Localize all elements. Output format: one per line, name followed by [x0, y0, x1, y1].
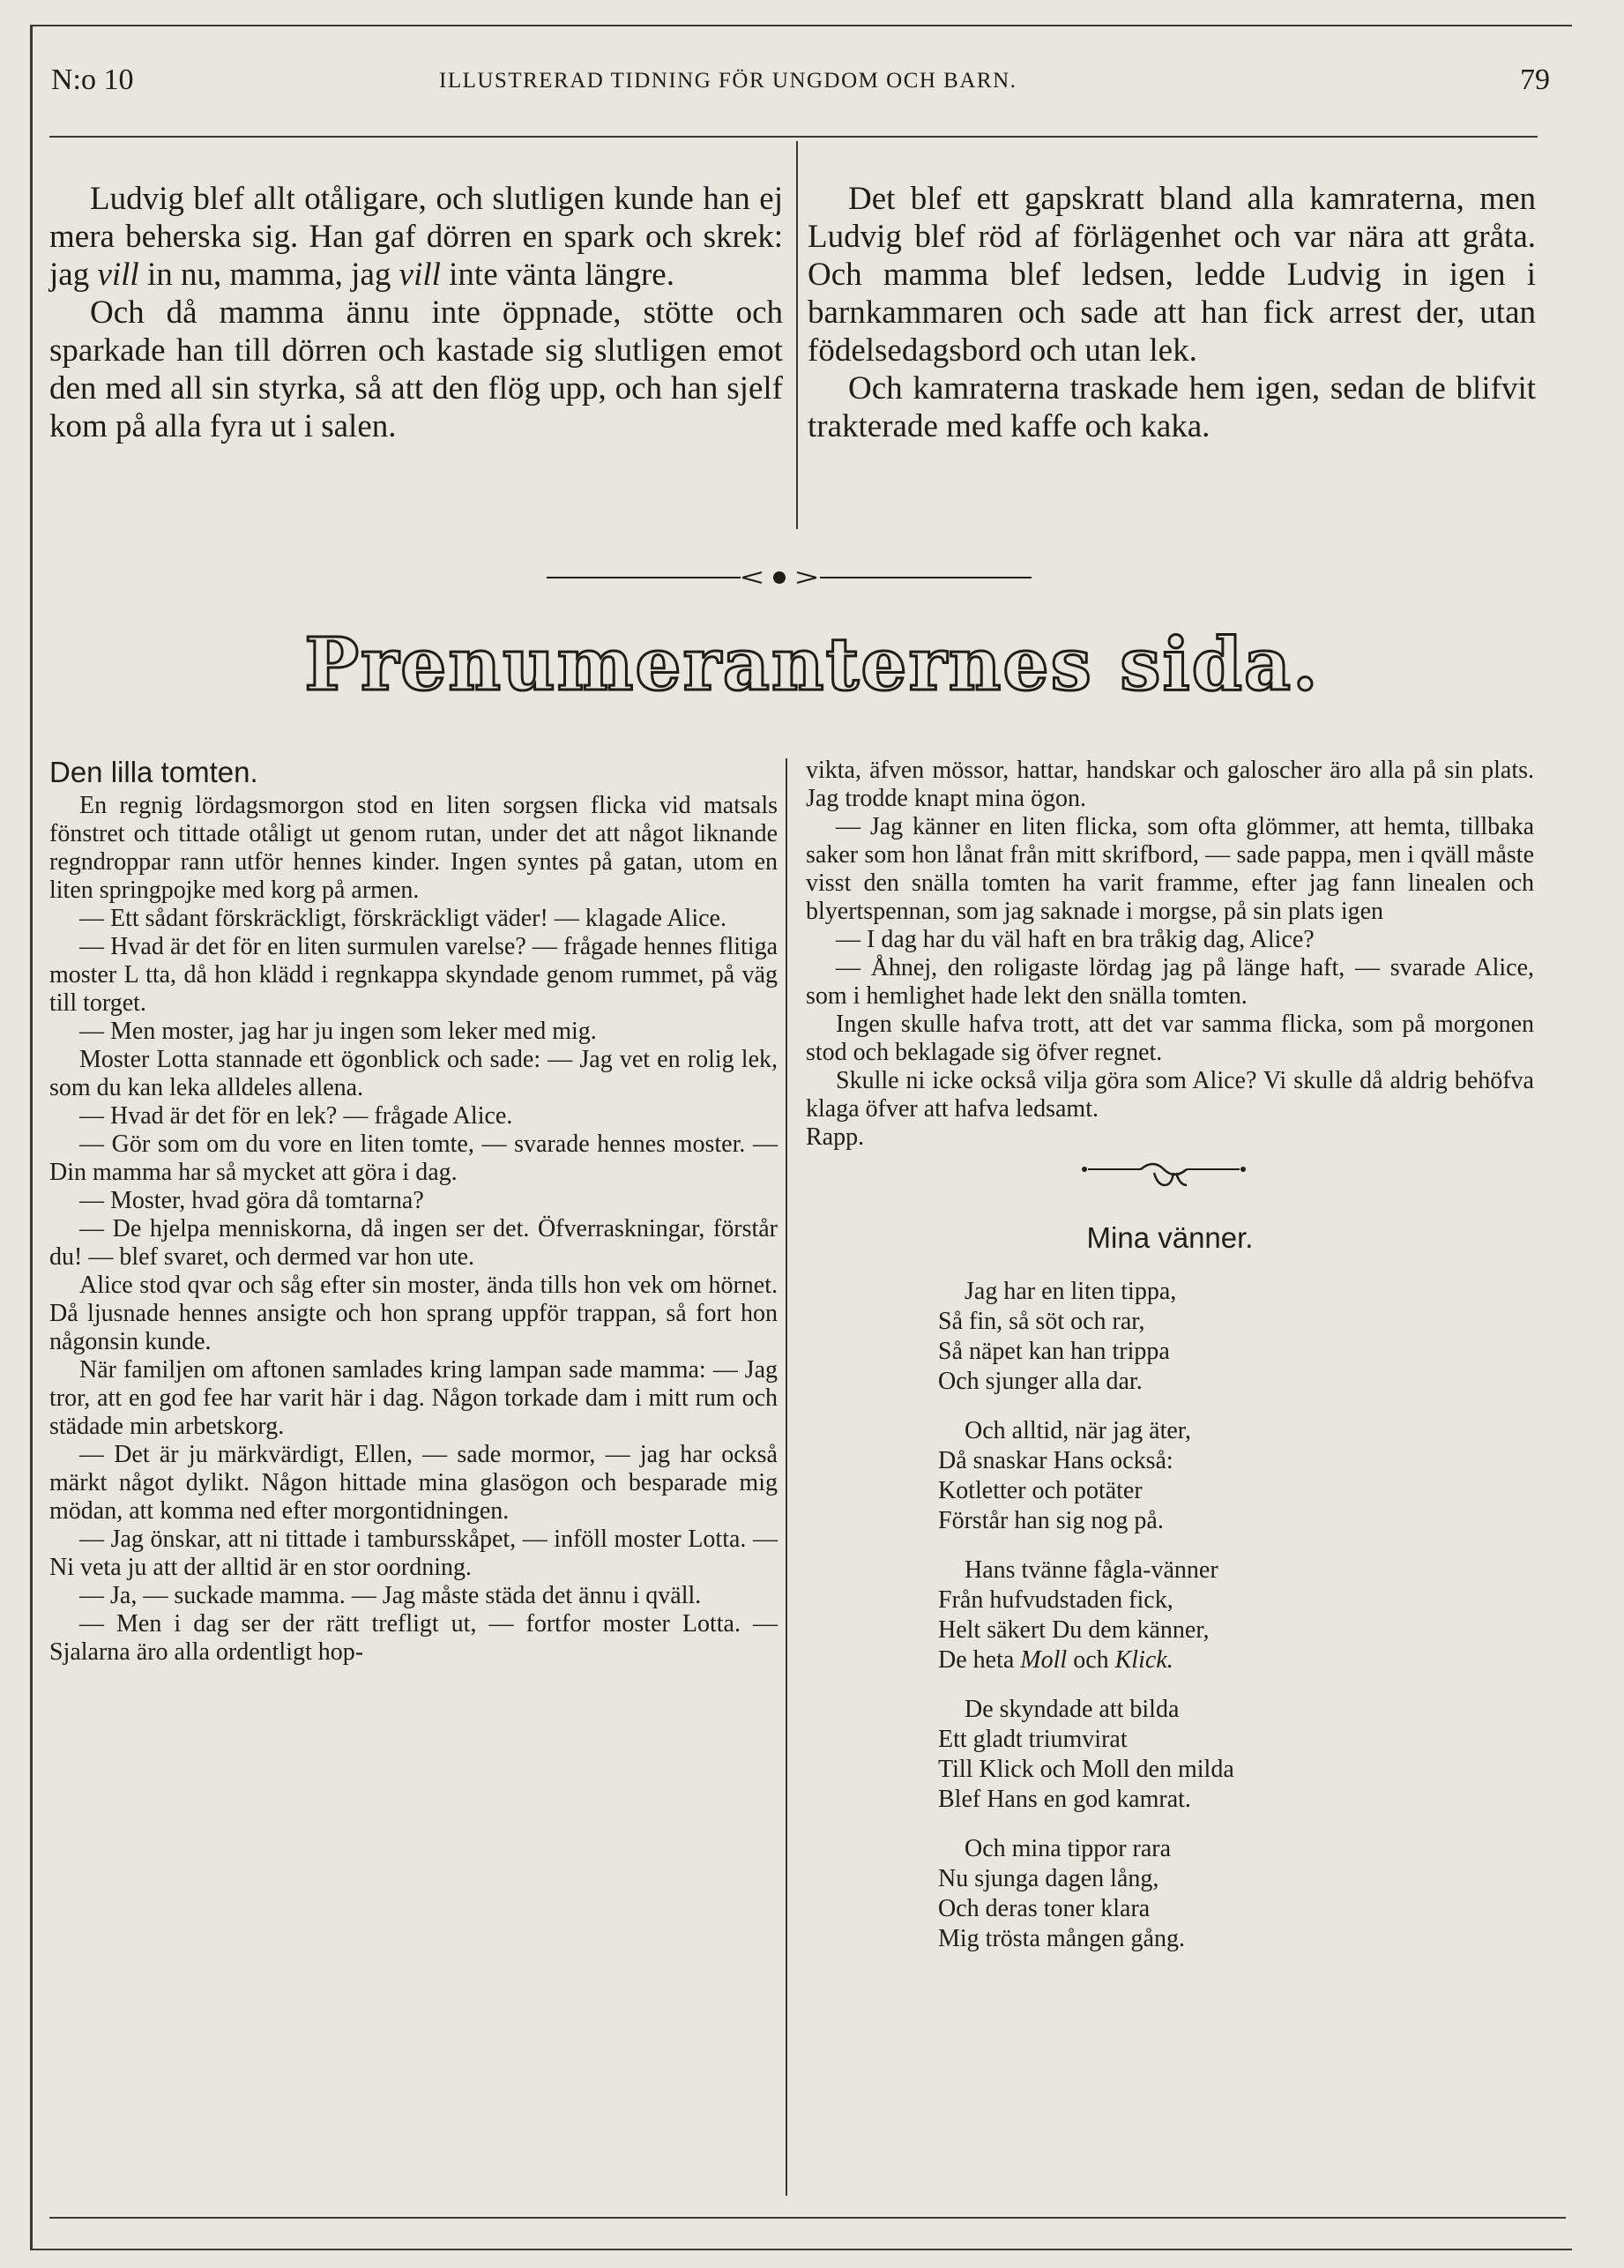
paragraph: Alice stod qvar och såg efter sin moster, ända tills hon vek om hörnet. Då ljusnade hennes ansigte och hon sprang uppför trappan, så fort hon någonsin kunde.	[49, 1272, 778, 1355]
poem-line: Kotletter och potäter	[938, 1477, 1143, 1504]
paragraph: — Åhnej, den roligaste lördag jag på länge haft, — svarade Alice, som i hemlighet hade lekt den snälla tomten.	[806, 954, 1534, 1010]
paragraph: — Ett sådant förskräckligt, förskräckligt väder! — klagade Alice.	[79, 905, 726, 932]
poem-line: Förstår han sig nog på.	[938, 1507, 1164, 1534]
column-divider	[796, 141, 798, 529]
story-left-column	[49, 753, 778, 1667]
poem-line: Och mina tippor rara	[965, 1835, 1172, 1862]
poem-line: De heta Moll och Klick.	[938, 1646, 1173, 1674]
paragraph: vikta, äfven mössor, hattar, handskar och galoscher äro alla på sin plats. Jag trodde knapt mina ögon.	[806, 757, 1534, 812]
paragraph: När familjen om aftonen samlades kring lampan sade mamma: — Jag tror, att en god fee har varit här i dag. Någon torkade dam i mitt rum och städade min arbetskorg.	[49, 1356, 778, 1440]
poem-line: Och sjunger alla dar.	[938, 1368, 1143, 1395]
paragraph: — Moster, hvad göra då tomtarna?	[79, 1187, 424, 1214]
flourish-icon	[806, 1152, 1534, 1196]
poem-line: Från hufvudstaden fick,	[938, 1586, 1173, 1614]
paragraph: Moster Lotta stannade ett ögonblick och sade: — Jag vet en rolig lek, som du kan leka alldeles allena.	[49, 1046, 778, 1101]
poem-title: Mina vänner.	[1086, 1221, 1254, 1254]
page-number: 79	[1520, 63, 1550, 96]
poem-line: Ett gladt triumvirat	[938, 1726, 1128, 1753]
top-left-column	[49, 180, 783, 445]
paragraph: Ludvig blef allt otåligare, och slutligen kunde han ej mera beherska sig. Han gaf dörren en spark och skrek: jag vill in nu, mamma, jag vill inte vänta längre.	[49, 181, 783, 293]
poem-stanza	[938, 1834, 1534, 1954]
poem-line: Till Klick och Moll den milda	[938, 1756, 1234, 1783]
poem-line: Så fin, så söt och rar,	[938, 1308, 1145, 1335]
poem-line: Så näpet kan han trippa	[938, 1338, 1170, 1365]
story-signature: Rapp.	[806, 1123, 865, 1151]
poem-line: Hans tvänne fågla-vänner	[965, 1556, 1218, 1584]
paragraph: — Det är ju märkvärdigt, Ellen, — sade mormor, — jag har också märkt något dylikt. Någon hittade mina glasögon och besparade mig mödan, att komma ned efter morgontidningen.	[49, 1441, 778, 1525]
paragraph: Det blef ett gapskratt bland alla kamraterna, men Ludvig blef röd af förlägenhet och var nära att gråta. Och mamma blef ledsen, ledde Ludvig in igen i barnkammaren och sade att han fick arrest der, utan födelsedagsbord och utan lek.	[808, 181, 1536, 369]
bottom-rule	[49, 2217, 1566, 2219]
poem-stanza	[938, 1556, 1534, 1675]
paragraph: — Ja, — suckade mamma. — Jag måste städa det ännu i qväll.	[79, 1582, 702, 1609]
paragraph: — Jag önskar, att ni tittade i tambursskåpet, — inföll moster Lotta. — Ni veta ju att der alltid är en stor oordning.	[49, 1526, 778, 1581]
paragraph: — Hvad är det för en lek? — frågade Alice.	[79, 1102, 513, 1130]
ornament-divider	[547, 564, 1040, 591]
paragraph: — Men moster, jag har ju ingen som leker med mig.	[79, 1018, 597, 1045]
poem-line: Helt säkert Du dem känner,	[938, 1616, 1210, 1644]
paragraph: Och kamraterna traskade hem igen, sedan de blifvit trakterade med kaffe och kaka.	[808, 370, 1536, 444]
poem-stanza	[938, 1277, 1534, 1397]
header-rule	[49, 136, 1538, 138]
paragraph: Och då mamma ännu inte öppnade, stötte och sparkade han till dörren och kastade sig slutligen emot den med all sin styrka, så att den flög upp, och han sjelf kom på alla fyra ut i salen.	[49, 295, 783, 444]
poem-line: Då snaskar Hans också:	[938, 1447, 1173, 1474]
poem-line: Nu sjunga dagen lång,	[938, 1865, 1159, 1892]
story-title: Den lilla tomten.	[49, 756, 258, 788]
paragraph: — Jag känner en liten flicka, som ofta glömmer, att hemta, tillbaka saker som hon lånat från mitt skrifbord, — sade pappa, men i qväll måste visst den snälla tomten ha varit framme, efter jag fann linealen och blyertspennan, som jag saknade i morgse, på sin plats igen	[806, 813, 1534, 925]
poem-line: Blef Hans en god kamrat.	[938, 1786, 1191, 1813]
paragraph: Ingen skulle hafva trott, att det var samma flicka, som på morgonen stod och beklagade sig öfver regnet.	[806, 1011, 1534, 1066]
story-right-column	[806, 757, 1534, 1973]
paragraph: — Gör som om du vore en liten tomte, — svarade hennes moster. — Din mamma har så mycket att göra i dag.	[49, 1130, 778, 1186]
poem-line: Mig trösta mången gång.	[938, 1925, 1185, 1952]
poem-line: Jag har en liten tippa,	[965, 1278, 1177, 1305]
flourish-divider	[806, 1152, 1534, 1196]
paragraph: En regnig lördagsmorgon stod en liten sorgsen flicka vid matsals fönstret och tittade otåligt ut genom rutan, under det att något liknande regndroppar rann utför hennes kinder. Ingen syntes på gatan, utom en liten springpojke med korg på armen.	[49, 792, 778, 904]
top-right-column	[808, 180, 1536, 445]
poem-stanza	[938, 1695, 1534, 1815]
publication-title: ILLUSTRERAD TIDNING FÖR UNGDOM OCH BARN.	[439, 69, 1017, 93]
section-title: Prenumeranternes sida.	[304, 623, 1320, 707]
column-divider	[786, 758, 787, 2196]
paragraph: — Hvad är det för en liten surmulen varelse? — frågade hennes flitiga moster L tta, då hon klädd i regnkappa skyndade genom rummet, på väg till torget.	[49, 933, 778, 1017]
issue-number: N:o 10	[51, 63, 134, 96]
poem-stanza	[938, 1416, 1534, 1536]
paragraph: — I dag har du väl haft en bra tråkig dag, Alice?	[836, 926, 1315, 953]
poem-line: Och alltid, när jag äter,	[965, 1417, 1191, 1444]
paragraph: — De hjelpa menniskorna, då ingen ser det. Öfverraskningar, förstår du! — blef svaret, och dermed var hon ute.	[49, 1215, 778, 1271]
poem-line: De skyndade att bilda	[965, 1696, 1180, 1723]
page-header	[51, 63, 1550, 108]
paragraph: — Men i dag ser der rätt trefligt ut, — fortfor moster Lotta. — Sjalarna äro alla ordentligt hop-	[49, 1610, 778, 1666]
paragraph: Skulle ni icke också vilja göra som Alice? Vi skulle då aldrig behöfva klaga öfver att hafva ledsamt.	[806, 1067, 1534, 1123]
poem-line: Och deras toner klara	[938, 1895, 1151, 1922]
